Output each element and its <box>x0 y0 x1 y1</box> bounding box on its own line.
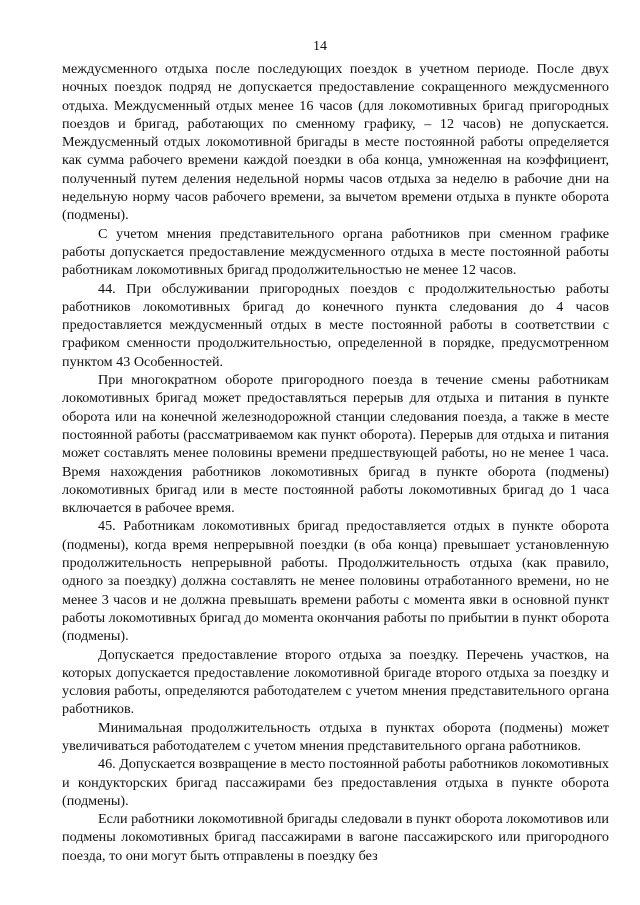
paragraph-passenger-travel: Если работники локомотивной бригады следовали в пункт оборота локомотивов или подмены локомотивных бригад пассажирами в вагоне пассажирского или пригородного поезда, то они могут быть отправлены в поездку без <box>62 811 609 864</box>
document-body <box>62 60 609 865</box>
paragraph-clause-44: 44. При обслуживании пригородных поездов с продолжительностью работы работников локомотивных бригад до конечного пункта следования до 4 часов предоставляется междусменный отдых в месте постоянной работы в соответствии с графиком сменности продолжительностью, определенной в порядке, предусмотренном пунктом 43 Особенностей. <box>62 280 609 370</box>
paragraph-shift-rest-consultation: С учетом мнения представительного органа работников при сменном графике работы допускается предоставление междусменного отдыха в месте постоянной работы работникам локомотивных бригад продолжительностью не менее 12 часов. <box>62 225 609 279</box>
paragraph-clause-45: 45. Работникам локомотивных бригад предоставляется отдых в пункте оборота (подмены), когда время непрерывной поездки (в оба конца) превышает установленную продолжительность непрерывной работы. Продолжительность отдыха (как правило, одного за поездку) должна составлять не менее половины отработанного времени, но не менее 3 часов и не должна превышать времени работы с момента явки в основной пункт работы локомотивных бригад до момента окончания работы по прибытии в пункт оборота (подмены). <box>62 518 609 645</box>
paragraph-continuation: междусменного отдыха после последующих поездок в учетном периоде. После двух ночных поездок подряд не допускается предоставление сокращенного междусменного отдыха. Междусменный отдых менее 16 часов (для локомотивных бригад пригородных поездов и бригад, работающих по сменному графику, – 12 часов) не допускается. Междусменный отдых локомотивной бригады в месте постоянной работы определяется как сумма рабочего времени каждой поездки в оба конца, умноженная на коэффициент, полученный путем деления недельной нормы часов отдыха за неделю в рабочие дни на недельную норму часов рабочего времени, за вычетом времени отдыха в пункте оборота (подмены). <box>62 61 609 224</box>
page-number: 14 <box>313 39 327 54</box>
paragraph-meal-break: При многократном обороте пригородного поезда в течение смены работникам локомотивных бригад может предоставляться перерыв для отдыха и питания в пункте оборота или на конечной железнодорожной станции следования поезда, а также в месте постоянной работы (рассматриваемом как пункт оборота). Перерыв для отдыха и питания может составлять менее половины времени предшествующей работы, но не менее 1 часа. Время нахождения работников локомотивных бригад в пункте оборота (подмены) локомотивных бригад или в месте постоянной работы локомотивных бригад до 1 часа включается в рабочее время. <box>62 372 609 517</box>
paragraph-clause-46: 46. Допускается возвращение в место постоянной работы работников локомотивных и кондукторских бригад пассажирами без предоставления отдыха в пункте оборота (подмены). <box>62 756 609 809</box>
paragraph-second-rest: Допускается предоставление второго отдыха за поездку. Перечень участков, на которых допускается предоставление локомотивной бригаде второго отдыха за поездку и условия работы, определяются работодателем с учетом мнения представительного органа работников. <box>62 646 609 718</box>
paragraph-minimum-rest: Минимальная продолжительность отдыха в пунктах оборота (подмены) может увеличиваться работодателем с учетом мнения представительного органа работников. <box>62 719 609 754</box>
